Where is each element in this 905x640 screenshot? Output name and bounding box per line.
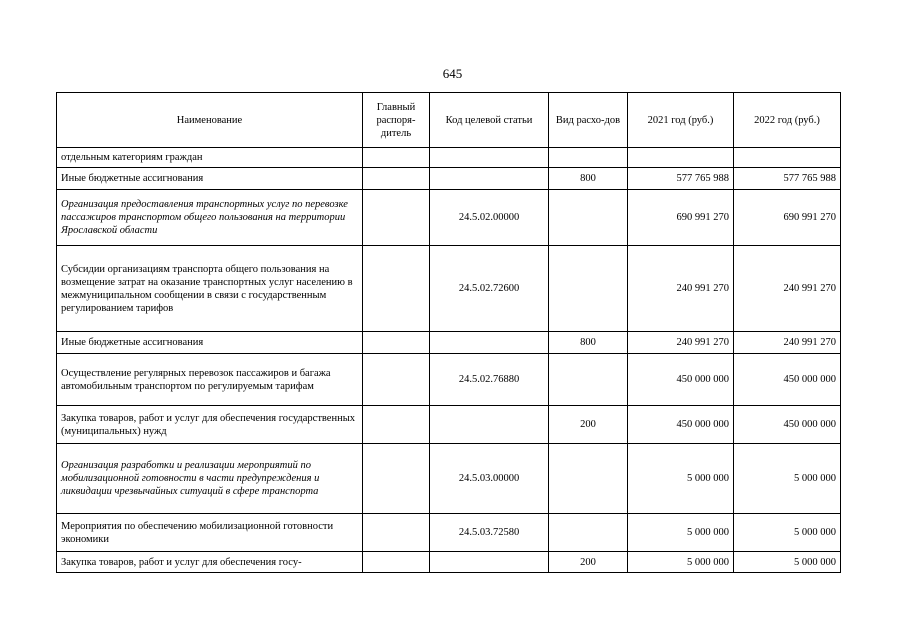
table-row xyxy=(57,148,841,168)
row-2021: 450 000 000 xyxy=(628,354,734,406)
row-manager xyxy=(363,246,430,332)
table-row xyxy=(57,444,841,514)
table-row xyxy=(57,246,841,332)
row-2021: 577 765 988 xyxy=(628,168,734,190)
row-2021 xyxy=(628,148,734,168)
row-2022: 5 000 000 xyxy=(734,514,841,552)
row-name: отдельным категориям граждан xyxy=(57,148,363,168)
row-manager xyxy=(363,332,430,354)
row-2022: 5 000 000 xyxy=(734,552,841,573)
row-type: 200 xyxy=(549,406,628,444)
row-name: Организация предоставления транспортных услуг по перевозке пассажиров транспортом общего пользования на территории Ярославской области xyxy=(57,190,363,246)
header-2022: 2022 год (руб.) xyxy=(734,93,841,148)
header-type: Вид расхо-дов xyxy=(549,93,628,148)
row-name: Иные бюджетные ассигнования xyxy=(57,168,363,190)
table-row xyxy=(57,332,841,354)
row-manager xyxy=(363,168,430,190)
row-manager xyxy=(363,444,430,514)
page-number: 645 xyxy=(442,66,463,81)
row-2021: 5 000 000 xyxy=(628,514,734,552)
row-2022: 240 991 270 xyxy=(734,246,841,332)
row-type xyxy=(549,246,628,332)
row-2022: 240 991 270 xyxy=(734,332,841,354)
row-2021: 240 991 270 xyxy=(628,246,734,332)
row-2022: 577 765 988 xyxy=(734,168,841,190)
row-code xyxy=(430,148,549,168)
header-2021: 2021 год (руб.) xyxy=(628,93,734,148)
header-code: Код целевой статьи xyxy=(430,93,549,148)
row-manager xyxy=(363,354,430,406)
row-2022: 450 000 000 xyxy=(734,354,841,406)
row-code: 24.5.02.76880 xyxy=(430,354,549,406)
row-name: Осуществление регулярных перевозок пассажиров и багажа автомобильным транспортом по регулируемым тарифам xyxy=(57,354,363,406)
row-2022: 690 991 270 xyxy=(734,190,841,246)
row-2022 xyxy=(734,148,841,168)
row-name: Организация разработки и реализации мероприятий по мобилизационной готовности в части предупреждения и ликвидации чрезвычайных ситуаций в сфере транспорта xyxy=(57,444,363,514)
row-code: 24.5.02.72600 xyxy=(430,246,549,332)
header-name: Наименование xyxy=(57,93,363,148)
table-row xyxy=(57,406,841,444)
row-code: 24.5.03.00000 xyxy=(430,444,549,514)
row-type xyxy=(549,514,628,552)
row-2021: 690 991 270 xyxy=(628,190,734,246)
row-type xyxy=(549,354,628,406)
row-2021: 240 991 270 xyxy=(628,332,734,354)
row-type: 800 xyxy=(549,168,628,190)
row-code: 24.5.03.72580 xyxy=(430,514,549,552)
table-row xyxy=(57,168,841,190)
row-manager xyxy=(363,514,430,552)
row-type xyxy=(549,190,628,246)
table-row xyxy=(57,354,841,406)
row-manager xyxy=(363,406,430,444)
table-row xyxy=(57,190,841,246)
header-manager: Главный распоря-дитель xyxy=(363,93,430,148)
row-code xyxy=(430,168,549,190)
row-2021: 450 000 000 xyxy=(628,406,734,444)
table-row xyxy=(57,552,841,573)
row-type xyxy=(549,148,628,168)
row-name: Иные бюджетные ассигнования xyxy=(57,332,363,354)
row-type: 200 xyxy=(549,552,628,573)
budget-table xyxy=(56,92,841,573)
row-2022: 450 000 000 xyxy=(734,406,841,444)
row-manager xyxy=(363,190,430,246)
table-header-row xyxy=(57,93,841,148)
row-name: Субсидии организациям транспорта общего пользования на возмещение затрат на оказание транспортных услуг населению в межмуниципальном сообщении в связи с государственным регулированием тарифов xyxy=(57,246,363,332)
row-2022: 5 000 000 xyxy=(734,444,841,514)
row-name: Закупка товаров, работ и услуг для обеспечения госу- xyxy=(57,552,363,573)
row-type: 800 xyxy=(549,332,628,354)
row-code: 24.5.02.00000 xyxy=(430,190,549,246)
row-name: Мероприятия по обеспечению мобилизационной готовности экономики xyxy=(57,514,363,552)
row-manager xyxy=(363,148,430,168)
row-2021: 5 000 000 xyxy=(628,444,734,514)
row-type xyxy=(549,444,628,514)
row-code xyxy=(430,406,549,444)
row-name: Закупка товаров, работ и услуг для обеспечения государственных (муниципальных) нужд xyxy=(57,406,363,444)
row-code xyxy=(430,332,549,354)
table-row xyxy=(57,514,841,552)
row-2021: 5 000 000 xyxy=(628,552,734,573)
row-code xyxy=(430,552,549,573)
row-manager xyxy=(363,552,430,573)
